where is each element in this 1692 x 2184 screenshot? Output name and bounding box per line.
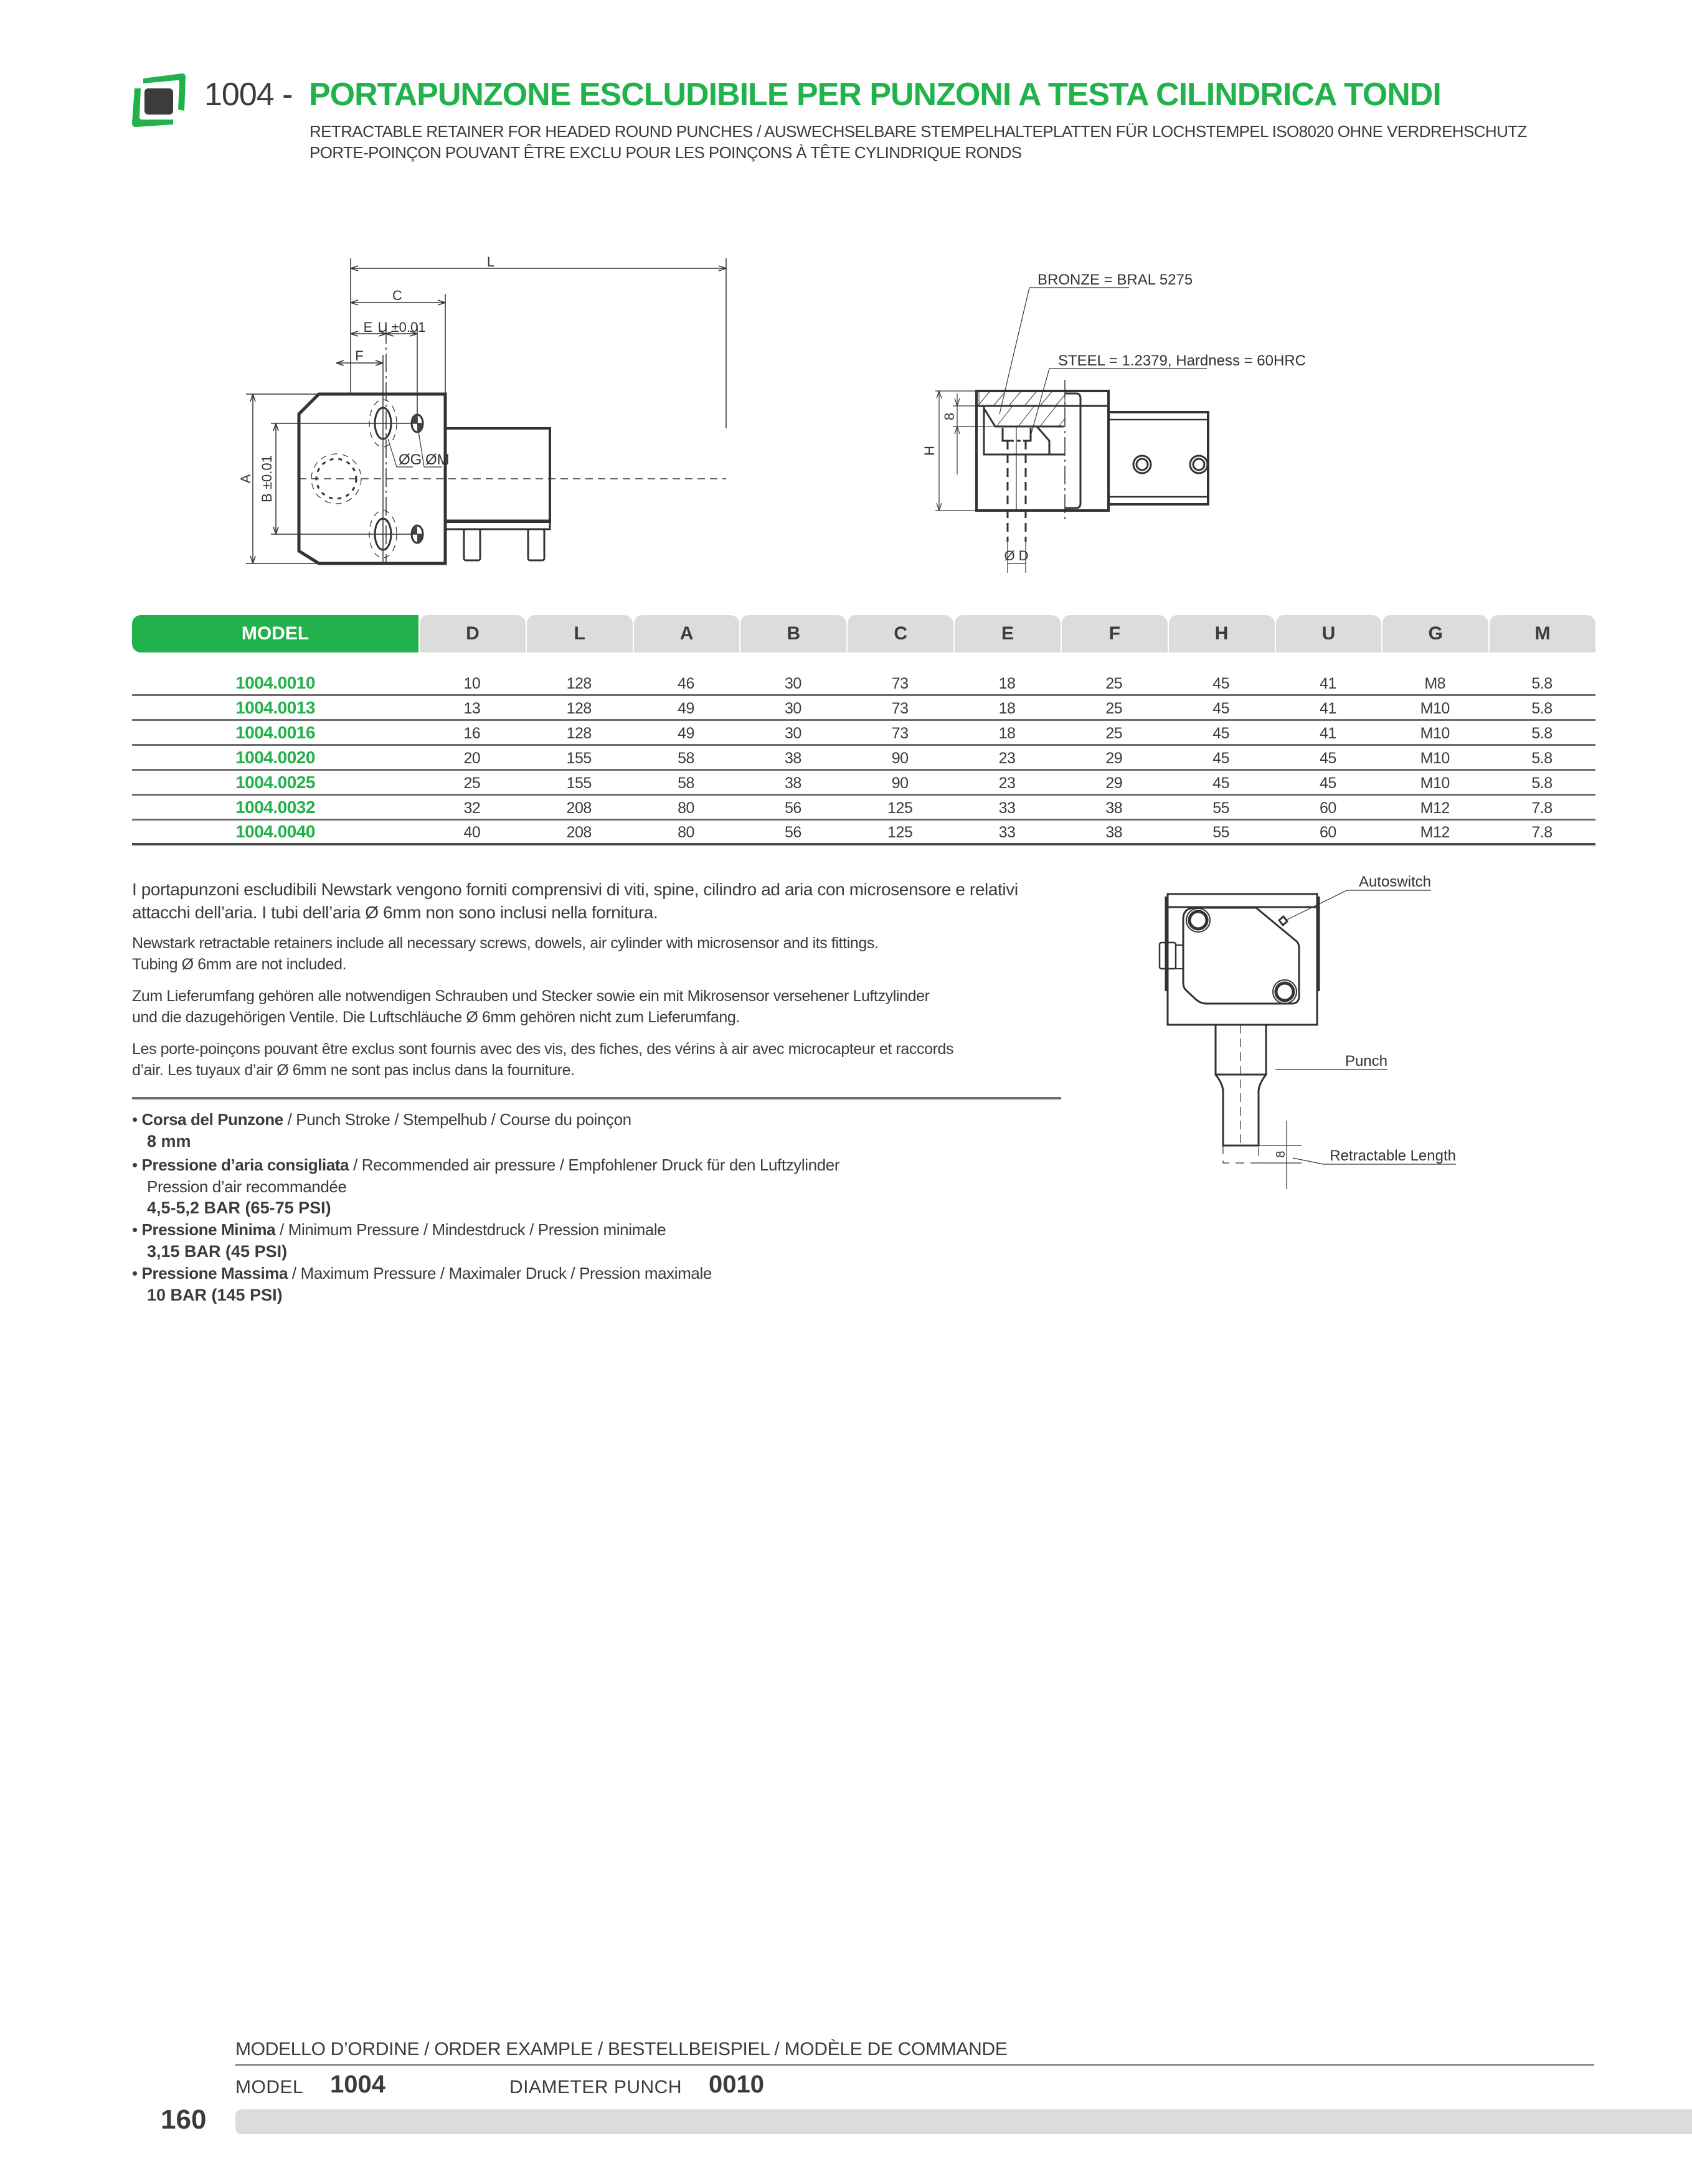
table-cell: M10: [1420, 750, 1450, 767]
table-cell: 45: [1212, 774, 1229, 792]
table-cell: 30: [784, 700, 801, 717]
table-cell: 5.8: [1531, 750, 1553, 767]
table-cell: 7.8: [1531, 799, 1553, 817]
spec-value: 8 mm: [147, 1132, 191, 1151]
table-cell: 23: [998, 750, 1016, 767]
model-code-cell: 1004.0040: [235, 822, 315, 841]
description-english-line: Tubing Ø 6mm are not included.: [132, 956, 347, 973]
column-header-u: U: [1275, 615, 1382, 652]
page-title: PORTAPUNZONE ESCLUDIBILE PER PUNZONI A TESTA CILINDRICA TONDI: [309, 77, 1441, 113]
product-code: 1004 -: [204, 77, 293, 113]
steel-material-label: STEEL = 1.2379, Hardness = 60HRC: [1058, 352, 1306, 369]
spec-table: [132, 615, 1595, 845]
table-cell: 90: [891, 774, 909, 792]
spec-label: Pressione d’aria consigliata: [141, 1156, 349, 1174]
table-cell: M10: [1420, 700, 1450, 717]
table-cell: 25: [1105, 725, 1123, 742]
table-cell: 73: [891, 725, 909, 742]
description-german: [132, 986, 1066, 1028]
dim-8-label: 8: [1274, 1151, 1288, 1158]
column-header-h: H: [1168, 615, 1275, 652]
table-cell: 16: [463, 725, 481, 742]
model-code-cell: 1004.0010: [235, 673, 315, 692]
spec-label: Pressione Massima: [141, 1264, 288, 1283]
table-cell: 55: [1212, 799, 1229, 817]
table-cell: 38: [1105, 824, 1123, 841]
spec-translations: / Maximum Pressure / Maximaler Druck / Pression maximale: [288, 1264, 712, 1283]
table-cell: 23: [998, 774, 1016, 792]
dim-L-label: L: [486, 254, 495, 270]
table-cell: 18: [998, 700, 1016, 717]
model-code-cell: 1004.0016: [235, 723, 315, 742]
divider: [235, 2064, 1594, 2066]
table-cell: 73: [891, 675, 909, 692]
order-diameter-label: DIAMETER PUNCH: [509, 2077, 683, 2097]
spec-translations: / Recommended air pressure / Empfohlener Druck für den Luftzylinder: [349, 1156, 840, 1174]
spec-translations: / Minimum Pressure / Mindestdruck / Pression minimale: [275, 1220, 666, 1239]
subtitle-fr: PORTE-POINÇON POUVANT ÊTRE EXCLU POUR LES POINÇONS À TÊTE CYLINDRIQUE RONDS: [310, 143, 1022, 162]
bullet: •: [132, 1264, 138, 1283]
spec-air-pressure: [132, 1156, 839, 1175]
table-cell: 49: [678, 700, 694, 717]
table-cell: 25: [463, 774, 481, 792]
footer-bar: [235, 2109, 1692, 2134]
table-row: [132, 771, 1595, 796]
table-cell: 155: [566, 774, 592, 792]
table-cell: 10: [463, 675, 481, 692]
table-cell: 5.8: [1531, 774, 1553, 792]
table-cell: 128: [566, 725, 592, 742]
order-title-translations: / ORDER EXAMPLE / BESTELLBEISPIEL / MODÈLE DE COMMANDE: [419, 2039, 1008, 2059]
table-cell: 55: [1212, 824, 1229, 841]
table-row: [132, 821, 1595, 845]
table-row: [132, 721, 1595, 746]
retractable-length-label: Retractable Length: [1330, 1147, 1456, 1164]
table-cell: 208: [566, 824, 592, 841]
column-header-e: E: [953, 615, 1061, 652]
table-cell: 58: [678, 750, 694, 767]
dim-C-label: C: [392, 288, 402, 303]
table-cell: 5.8: [1531, 725, 1553, 742]
table-cell: 90: [891, 750, 909, 767]
table-cell: M8: [1424, 675, 1446, 692]
dim-E-label: E: [363, 319, 373, 335]
description-italian: I portapunzoni escludibili Newstark vengono forniti comprensivi di viti, spine, cilindro ad aria con microsensore e relativi attacchi dell’aria. I tubi dell’aria Ø 6mm non sono inclusi nella fornitura.: [132, 880, 1018, 922]
table-cell: 125: [887, 824, 913, 841]
newstark-logo-icon: [130, 70, 188, 129]
hole-M-label: ØM: [425, 451, 450, 468]
column-header-g: G: [1381, 615, 1488, 652]
spec-value: 4,5-5,2 BAR (65-75 PSI): [147, 1198, 331, 1217]
table-cell: 155: [566, 750, 592, 767]
spec-label: Pressione Minima: [141, 1220, 276, 1239]
table-cell: 25: [1105, 675, 1123, 692]
spec-punch-stroke: [132, 1110, 631, 1129]
front-view-drawing: [1133, 872, 1600, 1432]
description-french-line: d’air. Les tuyaux d’air Ø 6mm ne sont pas inclus dans la fourniture.: [132, 1061, 575, 1079]
table-cell: 7.8: [1531, 824, 1553, 841]
dim-A-label: A: [238, 474, 253, 484]
description-french: [132, 1038, 1066, 1081]
table-cell: 46: [678, 675, 694, 692]
subtitle-en-de: RETRACTABLE RETAINER FOR HEADED ROUND PUNCHES / AUSWECHSELBARE STEMPELHALTEPLATTEN FÜR LOCHSTEMPEL ISO8020 OHNE VERDREHSCHUTZ: [310, 122, 1527, 141]
order-model-value: 1004: [330, 2071, 385, 2098]
table-cell: 13: [463, 700, 481, 717]
dim-8-label: 8: [942, 412, 957, 421]
table-row: [132, 796, 1595, 821]
table-cell: 40: [463, 824, 481, 841]
model-code-cell: 1004.0013: [235, 698, 315, 717]
column-header-d: D: [418, 615, 526, 652]
dim-H-label: H: [922, 446, 937, 456]
hole-G-label: ØG: [399, 451, 422, 468]
table-cell: 33: [998, 824, 1016, 841]
description-french-line: Les porte-poinçons pouvant être exclus sont fournis avec des vis, des fiches, des vérins à air avec microcapteur et raccords: [132, 1040, 954, 1058]
table-cell: 56: [784, 799, 801, 817]
table-cell: 45: [1212, 700, 1229, 717]
table-header: [132, 615, 1595, 652]
column-header-m: M: [1488, 615, 1595, 652]
table-cell: 41: [1320, 700, 1336, 717]
table-cell: 208: [566, 799, 592, 817]
model-code-cell: 1004.0020: [235, 748, 315, 767]
bullet: •: [132, 1156, 138, 1174]
table-cell: 45: [1212, 725, 1229, 742]
spec-min-pressure: [132, 1220, 666, 1240]
table-cell: 45: [1212, 675, 1229, 692]
table-cell: 30: [784, 725, 801, 742]
dim-U-label: U ±0.01: [377, 319, 426, 335]
divider: [132, 1097, 1061, 1099]
spec-value: 3,15 BAR (45 PSI): [147, 1242, 288, 1261]
table-cell: M12: [1420, 824, 1450, 841]
table-cell: 58: [678, 774, 694, 792]
table-cell: 56: [784, 824, 801, 841]
description-german-line: Zum Lieferumfang gehören alle notwendigen Schrauben und Stecker sowie ein mit Mikrosensor versehener Luftzylinder: [132, 987, 930, 1005]
table-cell: 73: [891, 700, 909, 717]
model-code-cell: 1004.0032: [235, 798, 315, 817]
table-body: [132, 671, 1595, 845]
table-cell: 18: [998, 675, 1016, 692]
description-english-line: Newstark retractable retainers include all necessary screws, dowels, air cylinder with microsensor and its fittings.: [132, 934, 879, 952]
table-row: [132, 746, 1595, 771]
order-title-main: MODELLO D’ORDINE: [235, 2039, 420, 2059]
table-cell: 80: [678, 799, 694, 817]
spec-translations: / Punch Stroke / Stempelhub / Course du poinçon: [283, 1110, 631, 1129]
page-number: 160: [161, 2104, 207, 2135]
table-cell: 5.8: [1531, 700, 1553, 717]
table-cell: 5.8: [1531, 675, 1553, 692]
table-cell: 32: [463, 799, 481, 817]
model-code-cell: 1004.0025: [235, 773, 315, 792]
table-cell: 128: [566, 700, 592, 717]
dim-B-label: B ±0.01: [259, 455, 275, 502]
description-german-line: und die dazugehörigen Ventile. Die Luftschläuche Ø 6mm gehören nicht zum Lieferumfang.: [132, 1009, 740, 1026]
table-cell: 80: [678, 824, 694, 841]
top-view-drawing: [237, 249, 828, 579]
bullet: •: [132, 1220, 138, 1239]
order-diameter-value: 0010: [709, 2071, 764, 2098]
column-header-f: F: [1061, 615, 1168, 652]
table-cell: 45: [1320, 750, 1336, 767]
table-cell: 125: [887, 799, 913, 817]
order-example-title: [235, 2039, 1008, 2060]
table-cell: 25: [1105, 700, 1123, 717]
bullet: •: [132, 1110, 138, 1129]
table-cell: 60: [1320, 824, 1336, 841]
spec-translation-fr: Pression d’air recommandée: [147, 1177, 347, 1196]
punch-label: Punch: [1345, 1053, 1387, 1070]
column-header-l: L: [526, 615, 633, 652]
table-cell: 38: [1105, 799, 1123, 817]
side-view-drawing: [922, 249, 1507, 579]
spec-value: 10 BAR (145 PSI): [147, 1286, 283, 1304]
column-header-b: B: [739, 615, 846, 652]
table-cell: 45: [1320, 774, 1336, 792]
table-cell: 33: [998, 799, 1016, 817]
order-model-label: MODEL: [235, 2077, 304, 2097]
table-cell: 38: [784, 774, 801, 792]
table-cell: 49: [678, 725, 694, 742]
table-cell: 41: [1320, 675, 1336, 692]
table-cell: M10: [1420, 725, 1450, 742]
table-cell: 29: [1105, 750, 1123, 767]
table-cell: 45: [1212, 750, 1229, 767]
table-cell: 20: [463, 750, 481, 767]
table-cell: M10: [1420, 774, 1450, 792]
bronze-material-label: BRONZE = BRAL 5275: [1037, 271, 1193, 288]
column-header-c: C: [846, 615, 953, 652]
description-english: [132, 933, 1066, 975]
table-cell: M12: [1420, 799, 1450, 817]
table-cell: 38: [784, 750, 801, 767]
spec-max-pressure: [132, 1264, 712, 1283]
column-header-a: A: [633, 615, 740, 652]
column-header-model: MODEL: [132, 615, 418, 652]
table-row: [132, 696, 1595, 721]
table-cell: 18: [998, 725, 1016, 742]
table-row: [132, 671, 1595, 696]
table-cell: 60: [1320, 799, 1336, 817]
table-cell: 30: [784, 675, 801, 692]
dim-F-label: F: [355, 348, 364, 364]
table-cell: 41: [1320, 725, 1336, 742]
dim-D-label: Ø D: [1004, 548, 1029, 563]
table-cell: 128: [566, 675, 592, 692]
autoswitch-label: Autoswitch: [1358, 873, 1431, 890]
table-cell: 29: [1105, 774, 1123, 792]
spec-label: Corsa del Punzone: [141, 1110, 283, 1129]
